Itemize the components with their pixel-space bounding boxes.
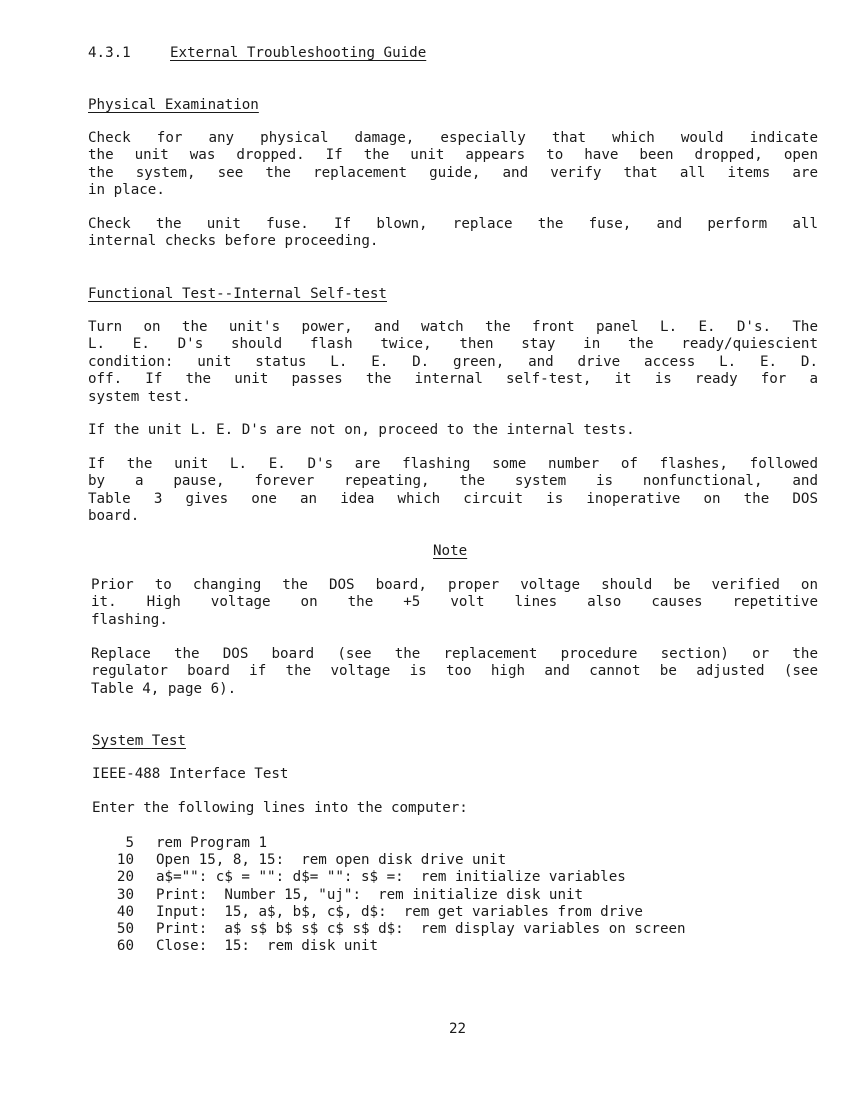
line-number: 30 (116, 886, 134, 903)
text-line: system test. (88, 388, 191, 405)
program-line (112, 904, 686, 921)
text-line: Check for any physical damage, especially that which would indicate (88, 130, 818, 146)
line-number: 5 (125, 835, 134, 851)
section-title: External Troubleshooting Guide (170, 45, 427, 61)
line-code: Open 15, 8, 15: rem open disk drive unit (156, 852, 507, 869)
line-number: 60 (116, 938, 134, 955)
line-number: 50 (116, 921, 134, 938)
program-line (112, 852, 686, 869)
text-line: If the unit L. E. D's are not on, proceed to the internal tests. (88, 422, 635, 438)
text-line: by a pause, forever repeating, the system is nonfunctional, and (88, 473, 818, 490)
program-line (112, 869, 686, 886)
physical-heading: Physical Examination (88, 97, 259, 113)
text-line: Table 4, page 6). (91, 680, 237, 697)
text-line: the system, see the replacement guide, and verify that all items are (88, 164, 818, 181)
line-code: Print: a$ s$ b$ s$ c$ s$ d$: rem display variables on screen (156, 921, 686, 938)
functional-heading: Functional Test--Internal Self-test (88, 286, 387, 302)
text-line: board. (88, 508, 140, 525)
text-line: regulator board if the voltage is too high and cannot be adjusted (see (91, 663, 818, 680)
text-line: Check the unit fuse. If blown, replace the fuse, and perform all (88, 216, 818, 232)
line-code: rem Program 1 (156, 835, 268, 851)
program-line (112, 938, 686, 955)
system-subheading: IEEE-488 Interface Test (92, 766, 289, 782)
functional-paragraph-1 (88, 319, 818, 406)
text-line: internal checks before proceeding. (88, 233, 379, 250)
line-number: 10 (116, 852, 134, 869)
system-intro: Enter the following lines into the computer: (92, 800, 468, 816)
line-code: a$="": c$ = "": d$= "": s$ =: rem initialize variables (156, 869, 626, 886)
line-number: 40 (116, 903, 134, 920)
text-line: it. High voltage on the +5 volt lines also causes repetitive (91, 594, 818, 611)
system-heading: System Test (92, 733, 186, 749)
text-line: Prior to changing the DOS board, proper voltage should be verified on (91, 577, 818, 593)
program-listing (112, 835, 686, 955)
note-heading: Note (433, 543, 468, 559)
text-line: the unit was dropped. If the unit appears to have been dropped, open (88, 147, 818, 164)
text-line: flashing. (91, 611, 168, 628)
program-line (112, 835, 686, 852)
text-line: off. If the unit passes the internal self-test, it is ready for a (88, 371, 818, 388)
line-code: Close: 15: rem disk unit (156, 938, 379, 955)
text-line: Turn on the unit's power, and watch the front panel L. E. D's. The (88, 319, 818, 335)
line-code: Input: 15, a$, b$, c$, d$: rem get variables from drive (156, 903, 643, 920)
functional-paragraph-3 (88, 456, 818, 526)
physical-paragraph-1 (88, 130, 818, 200)
program-line (112, 921, 686, 938)
line-number: 20 (116, 869, 134, 886)
page-number: 22 (449, 1021, 467, 1037)
text-line: Replace the DOS board (see the replacement procedure section) or the (91, 646, 818, 662)
section-number: 4.3.1 (88, 45, 131, 61)
text-line: condition: unit status L. E. D. green, and drive access L. E. D. (88, 353, 818, 370)
text-line: If the unit L. E. D's are flashing some number of flashes, followed (88, 456, 818, 472)
functional-paragraph-2 (88, 422, 818, 439)
text-line: L. E. D's should flash twice, then stay in the ready/quiescient (88, 336, 818, 353)
line-code: Print: Number 15, "uj": rem initialize disk unit (156, 886, 584, 903)
text-line: Table 3 gives one an idea which circuit is inoperative on the DOS (88, 490, 818, 507)
text-line: in place. (88, 182, 165, 199)
note-paragraph-2 (91, 646, 818, 698)
note-paragraph-1 (91, 577, 818, 629)
physical-paragraph-2 (88, 216, 818, 251)
program-line (112, 887, 686, 904)
